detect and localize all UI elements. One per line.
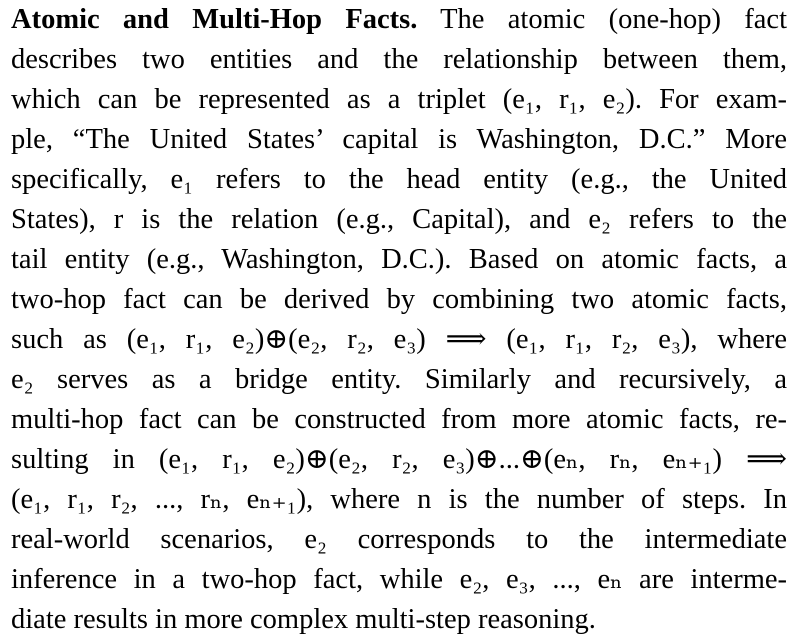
- paragraph-line-13: (e₁, r₁, r₂, ..., rₙ, eₙ₊₁), where n is the number of steps. In: [11, 484, 787, 515]
- paragraph-line-11: multi-hop fact can be constructed from more atomic facts, re-: [11, 404, 787, 435]
- paragraph-line-14: real-world scenarios, e₂ corresponds to the intermediate: [11, 524, 787, 555]
- paragraph-line-10: e₂ serves as a bridge entity. Similarly and recursively, a: [11, 364, 787, 395]
- paragraph-line-7: tail entity (e.g., Washington, D.C.). Based on atomic facts, a: [11, 244, 787, 275]
- paragraph-line-1-text: The atomic (one-hop) fact: [417, 4, 788, 35]
- paragraph-line-16: diate results in more complex multi-step reasoning.: [11, 604, 596, 635]
- paragraph-line-5: specifically, e₁ refers to the head entity (e.g., the United: [11, 164, 787, 195]
- paragraph-heading: Atomic and Multi-Hop Facts.: [11, 4, 418, 35]
- paragraph-line-2: describes two entities and the relationship between them,: [11, 44, 787, 75]
- paragraph-line-12: sulting in (e₁, r₁, e₂)⊕(e₂, r₂, e₃)⊕...⊕(eₙ, rₙ, eₙ₊₁) ⟹: [11, 444, 787, 475]
- paragraph-line-15: inference in a two-hop fact, while e₂, e₃, ..., eₙ are interme-: [11, 564, 787, 595]
- paragraph-line-1: [11, 0, 787, 40]
- paragraph-line-8: two-hop fact can be derived by combining two atomic facts,: [11, 284, 787, 315]
- paragraph-line-9: such as (e₁, r₁, e₂)⊕(e₂, r₂, e₃) ⟹ (e₁, r₁, r₂, e₃), where: [11, 324, 787, 355]
- paragraph-line-4: ple, “The United States’ capital is Washington, D.C.” More: [11, 124, 787, 155]
- paragraph-line-6: States), r is the relation (e.g., Capital), and e₂ refers to the: [11, 204, 787, 235]
- paragraph-line-3: which can be represented as a triplet (e₁, r₁, e₂). For exam-: [11, 84, 787, 115]
